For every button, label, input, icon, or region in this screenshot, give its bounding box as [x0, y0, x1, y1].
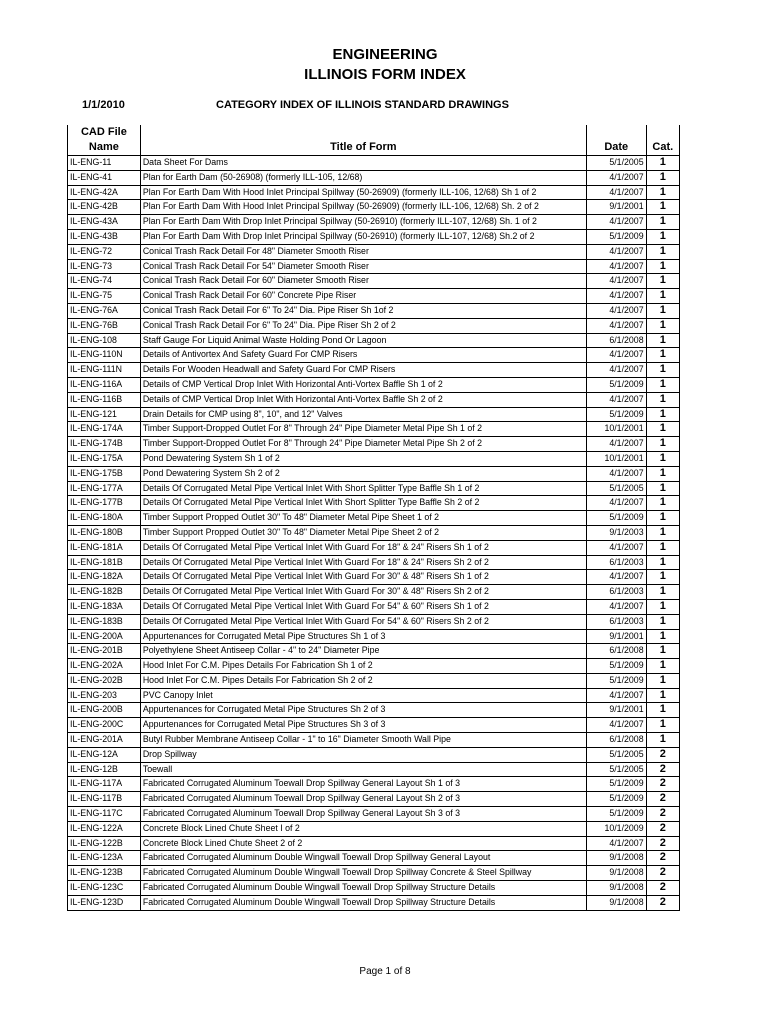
- form-category: 2: [646, 762, 679, 777]
- form-title: Details Of Corrugated Metal Pipe Vertical Inlet With Short Splitter Type Baffle Sh 2 of 2: [140, 496, 586, 511]
- form-date: 9/1/2001: [586, 200, 646, 215]
- cad-file-name: IL-ENG-43B: [68, 229, 141, 244]
- form-title: Plan For Earth Dam With Drop Inlet Principal Spillway (50-26910) (formerly ILL-107, 12/68) Sh.2 of 2: [140, 229, 586, 244]
- table-row: [68, 777, 680, 792]
- cad-file-name: IL-ENG-177B: [68, 496, 141, 511]
- table-row: [68, 289, 680, 304]
- form-title: Pond Dewatering System Sh 1 of 2: [140, 451, 586, 466]
- table-row: [68, 540, 680, 555]
- form-category: 1: [646, 363, 679, 378]
- cad-file-name: IL-ENG-123B: [68, 866, 141, 881]
- form-date: 4/1/2007: [586, 599, 646, 614]
- index-date: 1/1/2010: [82, 99, 125, 111]
- form-category: 1: [646, 585, 679, 600]
- form-date: 9/1/2008: [586, 851, 646, 866]
- form-category: 2: [646, 747, 679, 762]
- form-date: 5/1/2005: [586, 762, 646, 777]
- form-category: 1: [646, 570, 679, 585]
- form-category: 1: [646, 614, 679, 629]
- cad-file-name: IL-ENG-200B: [68, 703, 141, 718]
- form-date: 10/1/2001: [586, 451, 646, 466]
- cad-file-name: IL-ENG-75: [68, 289, 141, 304]
- table-row: [68, 836, 680, 851]
- form-category: 1: [646, 200, 679, 215]
- form-category: 1: [646, 185, 679, 200]
- form-date: 10/1/2001: [586, 422, 646, 437]
- form-title: Hood Inlet For C.M. Pipes Details For Fabrication Sh 1 of 2: [140, 659, 586, 674]
- form-date: 5/1/2009: [586, 511, 646, 526]
- table-row: [68, 259, 680, 274]
- form-category: 1: [646, 289, 679, 304]
- form-title: Toewall: [140, 762, 586, 777]
- form-date: 5/1/2009: [586, 807, 646, 822]
- form-category: 1: [646, 259, 679, 274]
- document-subtitle: ILLINOIS FORM INDEX: [304, 66, 466, 83]
- form-date: 9/1/2001: [586, 629, 646, 644]
- form-title: Plan For Earth Dam With Drop Inlet Principal Spillway (50-26910) (formerly ILL-107, 12/68) Sh. 1 of 2: [140, 215, 586, 230]
- form-title: Conical Trash Rack Detail For 6" To 24" Dia. Pipe Riser Sh 1of 2: [140, 303, 586, 318]
- cat-header: Cat.: [646, 140, 679, 156]
- table-row: [68, 466, 680, 481]
- cad-file-name: IL-ENG-116B: [68, 392, 141, 407]
- table-row: [68, 244, 680, 259]
- form-date: 5/1/2009: [586, 792, 646, 807]
- table-row: [68, 156, 680, 171]
- table-row: [68, 555, 680, 570]
- cad-file-name: IL-ENG-122B: [68, 836, 141, 851]
- form-title: Appurtenances for Corrugated Metal Pipe Structures Sh 3 of 3: [140, 718, 586, 733]
- form-date: 4/1/2007: [586, 718, 646, 733]
- form-title: Plan for Earth Dam (50-26908) (formerly ILL-105, 12/68): [140, 170, 586, 185]
- cad-file-name: IL-ENG-74: [68, 274, 141, 289]
- form-date: 4/1/2007: [586, 437, 646, 452]
- form-date: 9/1/2001: [586, 703, 646, 718]
- form-date: 4/1/2007: [586, 363, 646, 378]
- table-row: [68, 881, 680, 896]
- table-row: [68, 807, 680, 822]
- title-header-spacer: [140, 125, 586, 140]
- form-title: Fabricated Corrugated Aluminum Toewall Drop Spillway General Layout Sh 3 of 3: [140, 807, 586, 822]
- form-date: 4/1/2007: [586, 688, 646, 703]
- table-row: [68, 673, 680, 688]
- cad-header-line2: Name: [68, 140, 141, 156]
- form-title: Conical Trash Rack Detail For 60" Concrete Pipe Riser: [140, 289, 586, 304]
- form-title: Details Of Corrugated Metal Pipe Vertical Inlet With Guard For 30" & 48" Risers Sh 2 of 2: [140, 585, 586, 600]
- form-title: Details Of Corrugated Metal Pipe Vertical Inlet With Guard For 18" & 24" Risers Sh 2 of 2: [140, 555, 586, 570]
- table-header-row-1: [68, 125, 680, 140]
- form-date: 5/1/2009: [586, 377, 646, 392]
- table-row: [68, 437, 680, 452]
- cad-file-name: IL-ENG-123D: [68, 895, 141, 910]
- form-title: Fabricated Corrugated Aluminum Double Wingwall Toewall Drop Spillway General Layout: [140, 851, 586, 866]
- table-row: [68, 229, 680, 244]
- form-date: 9/1/2008: [586, 866, 646, 881]
- form-title: Drop Spillway: [140, 747, 586, 762]
- cad-file-name: IL-ENG-175B: [68, 466, 141, 481]
- form-category: 2: [646, 821, 679, 836]
- form-title: Fabricated Corrugated Aluminum Double Wingwall Toewall Drop Spillway Concrete & Steel Spillway: [140, 866, 586, 881]
- form-category: 2: [646, 792, 679, 807]
- cad-file-name: IL-ENG-42A: [68, 185, 141, 200]
- form-date: 4/1/2007: [586, 289, 646, 304]
- title-header: Title of Form: [140, 140, 586, 156]
- form-category: 1: [646, 481, 679, 496]
- form-category: 1: [646, 718, 679, 733]
- form-date: 4/1/2007: [586, 303, 646, 318]
- form-category: 2: [646, 777, 679, 792]
- table-row: [68, 866, 680, 881]
- form-date: 9/1/2008: [586, 895, 646, 910]
- form-category: 1: [646, 525, 679, 540]
- cad-file-name: IL-ENG-123A: [68, 851, 141, 866]
- form-date: 5/1/2009: [586, 407, 646, 422]
- cat-header-spacer: [646, 125, 679, 140]
- form-title: Details For Wooden Headwall and Safety Guard For CMP Risers: [140, 363, 586, 378]
- cad-file-name: IL-ENG-41: [68, 170, 141, 185]
- form-title: PVC Canopy Inlet: [140, 688, 586, 703]
- cad-file-name: IL-ENG-183A: [68, 599, 141, 614]
- form-title: Details of CMP Vertical Drop Inlet With Horizontal Anti-Vortex Baffle Sh 2 of 2: [140, 392, 586, 407]
- form-title: Details of Antivortex And Safety Guard For CMP Risers: [140, 348, 586, 363]
- form-date: 5/1/2005: [586, 156, 646, 171]
- cad-file-name: IL-ENG-174B: [68, 437, 141, 452]
- form-category: 2: [646, 895, 679, 910]
- form-title: Timber Support Propped Outlet 30" To 48" Diameter Metal Pipe Sheet 1 of 2: [140, 511, 586, 526]
- form-title: Appurtenances for Corrugated Metal Pipe Structures Sh 1 of 3: [140, 629, 586, 644]
- form-index-table: [67, 125, 680, 911]
- form-title: Appurtenances for Corrugated Metal Pipe Structures Sh 2 of 3: [140, 703, 586, 718]
- form-category: 1: [646, 244, 679, 259]
- form-date: 6/1/2003: [586, 614, 646, 629]
- form-title: Staff Gauge For Liquid Animal Waste Holding Pond Or Lagoon: [140, 333, 586, 348]
- form-title: Fabricated Corrugated Aluminum Double Wingwall Toewall Drop Spillway Structure Details: [140, 881, 586, 896]
- form-title: Conical Trash Rack Detail For 60" Diameter Smooth Riser: [140, 274, 586, 289]
- table-row: [68, 688, 680, 703]
- form-title: Plan For Earth Dam With Hood Inlet Principal Spillway (50-26909) (formerly ILL-106, 12/68) Sh. 2 of 2: [140, 200, 586, 215]
- table-row: [68, 481, 680, 496]
- form-date: 6/1/2008: [586, 333, 646, 348]
- cad-file-name: IL-ENG-111N: [68, 363, 141, 378]
- table-row: [68, 348, 680, 363]
- table-row: [68, 377, 680, 392]
- form-category: 1: [646, 303, 679, 318]
- date-header: Date: [586, 140, 646, 156]
- form-category: 1: [646, 629, 679, 644]
- table-row: [68, 525, 680, 540]
- form-title: Concrete Block Lined Chute Sheet 2 of 2: [140, 836, 586, 851]
- table-row: [68, 200, 680, 215]
- cad-file-name: IL-ENG-182A: [68, 570, 141, 585]
- form-title: Butyl Rubber Membrane Antiseep Collar - 1" to 16" Diameter Smooth Wall Pipe: [140, 733, 586, 748]
- form-date: 9/1/2003: [586, 525, 646, 540]
- table-row: [68, 644, 680, 659]
- table-row: [68, 614, 680, 629]
- form-date: 4/1/2007: [586, 570, 646, 585]
- form-title: Details of CMP Vertical Drop Inlet With Horizontal Anti-Vortex Baffle Sh 1 of 2: [140, 377, 586, 392]
- date-header-spacer: [586, 125, 646, 140]
- table-row: [68, 747, 680, 762]
- form-category: 1: [646, 599, 679, 614]
- form-date: 4/1/2007: [586, 170, 646, 185]
- form-title: Timber Support-Dropped Outlet For 8" Through 24" Pipe Diameter Metal Pipe Sh 1 of 2: [140, 422, 586, 437]
- cad-file-name: IL-ENG-181A: [68, 540, 141, 555]
- cad-file-name: IL-ENG-175A: [68, 451, 141, 466]
- form-title: Conical Trash Rack Detail For 6" To 24" Dia. Pipe Riser Sh 2 of 2: [140, 318, 586, 333]
- table-row: [68, 733, 680, 748]
- table-row: [68, 821, 680, 836]
- cad-file-name: IL-ENG-116A: [68, 377, 141, 392]
- form-title: Details Of Corrugated Metal Pipe Vertical Inlet With Guard For 18" & 24" Risers Sh 1 of 2: [140, 540, 586, 555]
- form-category: 1: [646, 170, 679, 185]
- category-title: CATEGORY INDEX OF ILLINOIS STANDARD DRAWINGS: [216, 99, 509, 111]
- cad-file-name: IL-ENG-200C: [68, 718, 141, 733]
- table-row: [68, 599, 680, 614]
- form-category: 1: [646, 407, 679, 422]
- table-row: [68, 318, 680, 333]
- form-date: 4/1/2007: [586, 244, 646, 259]
- form-date: 4/1/2007: [586, 215, 646, 230]
- cad-file-name: IL-ENG-182B: [68, 585, 141, 600]
- form-title: Timber Support-Dropped Outlet For 8" Through 24" Pipe Diameter Metal Pipe Sh 2 of 2: [140, 437, 586, 452]
- cad-file-name: IL-ENG-203: [68, 688, 141, 703]
- table-row: [68, 303, 680, 318]
- cad-file-name: IL-ENG-12B: [68, 762, 141, 777]
- table-row: [68, 511, 680, 526]
- form-date: 4/1/2007: [586, 392, 646, 407]
- form-title: Data Sheet For Dams: [140, 156, 586, 171]
- form-category: 2: [646, 851, 679, 866]
- form-title: Polyethylene Sheet Antiseep Collar - 4" to 24" Diameter Pipe: [140, 644, 586, 659]
- table-row: [68, 570, 680, 585]
- form-category: 2: [646, 807, 679, 822]
- form-category: 1: [646, 422, 679, 437]
- form-category: 1: [646, 703, 679, 718]
- cad-file-name: IL-ENG-174A: [68, 422, 141, 437]
- table-row: [68, 792, 680, 807]
- cad-file-name: IL-ENG-180B: [68, 525, 141, 540]
- form-date: 6/1/2003: [586, 555, 646, 570]
- cad-file-name: IL-ENG-117C: [68, 807, 141, 822]
- form-date: 5/1/2005: [586, 747, 646, 762]
- form-title: Details Of Corrugated Metal Pipe Vertical Inlet With Short Splitter Type Baffle Sh 1 of 2: [140, 481, 586, 496]
- cad-file-name: IL-ENG-201B: [68, 644, 141, 659]
- form-category: 1: [646, 555, 679, 570]
- form-category: 2: [646, 881, 679, 896]
- cad-file-name: IL-ENG-202A: [68, 659, 141, 674]
- cad-file-name: IL-ENG-117B: [68, 792, 141, 807]
- form-category: 1: [646, 496, 679, 511]
- form-title: Fabricated Corrugated Aluminum Double Wingwall Toewall Drop Spillway Structure Details: [140, 895, 586, 910]
- table-row: [68, 185, 680, 200]
- form-date: 4/1/2007: [586, 185, 646, 200]
- form-date: 4/1/2007: [586, 540, 646, 555]
- table-row: [68, 407, 680, 422]
- form-date: 4/1/2007: [586, 318, 646, 333]
- form-date: 5/1/2009: [586, 659, 646, 674]
- form-category: 1: [646, 377, 679, 392]
- cad-file-name: IL-ENG-108: [68, 333, 141, 348]
- table-row: [68, 895, 680, 910]
- form-category: 1: [646, 229, 679, 244]
- table-row: [68, 451, 680, 466]
- form-category: 1: [646, 451, 679, 466]
- table-row: [68, 762, 680, 777]
- cad-file-name: IL-ENG-76A: [68, 303, 141, 318]
- table-row: [68, 851, 680, 866]
- form-category: 1: [646, 733, 679, 748]
- table-row: [68, 585, 680, 600]
- form-category: 1: [646, 318, 679, 333]
- form-category: 1: [646, 437, 679, 452]
- form-category: 1: [646, 511, 679, 526]
- form-category: 1: [646, 274, 679, 289]
- form-title: Details Of Corrugated Metal Pipe Vertical Inlet With Guard For 54" & 60" Risers Sh 2 of 2: [140, 614, 586, 629]
- form-date: 6/1/2008: [586, 733, 646, 748]
- cad-file-name: IL-ENG-123C: [68, 881, 141, 896]
- table-row: [68, 718, 680, 733]
- form-date: 5/1/2009: [586, 229, 646, 244]
- cad-file-name: IL-ENG-202B: [68, 673, 141, 688]
- form-category: 2: [646, 866, 679, 881]
- form-title: Plan For Earth Dam With Hood Inlet Principal Spillway (50-26909) (formerly ILL-106, 12/68) Sh 1 of 2: [140, 185, 586, 200]
- form-title: Conical Trash Rack Detail For 48" Diameter Smooth Riser: [140, 244, 586, 259]
- form-title: Details Of Corrugated Metal Pipe Vertical Inlet With Guard For 54" & 60" Risers Sh 1 of 2: [140, 599, 586, 614]
- form-date: 4/1/2007: [586, 496, 646, 511]
- form-title: Concrete Block Lined Chute Sheet I of 2: [140, 821, 586, 836]
- form-date: 4/1/2007: [586, 274, 646, 289]
- cad-file-name: IL-ENG-183B: [68, 614, 141, 629]
- form-category: 1: [646, 348, 679, 363]
- cad-file-name: IL-ENG-12A: [68, 747, 141, 762]
- form-date: 6/1/2003: [586, 585, 646, 600]
- form-title: Conical Trash Rack Detail For 54" Diameter Smooth Riser: [140, 259, 586, 274]
- table-row: [68, 422, 680, 437]
- table-row: [68, 274, 680, 289]
- cad-file-name: IL-ENG-76B: [68, 318, 141, 333]
- form-date: 9/1/2008: [586, 881, 646, 896]
- form-title: Fabricated Corrugated Aluminum Toewall Drop Spillway General Layout Sh 2 of 3: [140, 792, 586, 807]
- form-date: 4/1/2007: [586, 348, 646, 363]
- table-row: [68, 496, 680, 511]
- table-row: [68, 703, 680, 718]
- cad-file-name: IL-ENG-73: [68, 259, 141, 274]
- form-category: 1: [646, 688, 679, 703]
- form-title: Details Of Corrugated Metal Pipe Vertical Inlet With Guard For 30" & 48" Risers Sh 1 of 2: [140, 570, 586, 585]
- cad-file-name: IL-ENG-72: [68, 244, 141, 259]
- form-category: 1: [646, 540, 679, 555]
- cad-header-line1: CAD File: [68, 125, 141, 140]
- form-date: 4/1/2007: [586, 259, 646, 274]
- cad-file-name: IL-ENG-180A: [68, 511, 141, 526]
- cad-file-name: IL-ENG-201A: [68, 733, 141, 748]
- table-row: [68, 215, 680, 230]
- cad-file-name: IL-ENG-42B: [68, 200, 141, 215]
- cad-file-name: IL-ENG-122A: [68, 821, 141, 836]
- form-title: Drain Details for CMP using 8", 10", and 12" Valves: [140, 407, 586, 422]
- form-category: 2: [646, 836, 679, 851]
- table-row: [68, 629, 680, 644]
- page-number: Page 1 of 8: [359, 966, 411, 977]
- form-date: 5/1/2009: [586, 673, 646, 688]
- form-date: 4/1/2007: [586, 466, 646, 481]
- cad-file-name: IL-ENG-43A: [68, 215, 141, 230]
- table-row: [68, 333, 680, 348]
- cad-file-name: IL-ENG-117A: [68, 777, 141, 792]
- cad-file-name: IL-ENG-181B: [68, 555, 141, 570]
- cad-file-name: IL-ENG-110N: [68, 348, 141, 363]
- form-date: 6/1/2008: [586, 644, 646, 659]
- form-category: 1: [646, 466, 679, 481]
- table-row: [68, 170, 680, 185]
- table-row: [68, 392, 680, 407]
- cad-file-name: IL-ENG-11: [68, 156, 141, 171]
- cad-file-name: IL-ENG-121: [68, 407, 141, 422]
- table-row: [68, 659, 680, 674]
- form-category: 1: [646, 333, 679, 348]
- form-title: Fabricated Corrugated Aluminum Toewall Drop Spillway General Layout Sh 1 of 3: [140, 777, 586, 792]
- form-date: 5/1/2005: [586, 481, 646, 496]
- form-category: 1: [646, 659, 679, 674]
- form-date: 4/1/2007: [586, 836, 646, 851]
- form-category: 1: [646, 392, 679, 407]
- table-header-row-2: [68, 140, 680, 156]
- form-date: 5/1/2009: [586, 777, 646, 792]
- form-category: 1: [646, 215, 679, 230]
- form-category: 1: [646, 644, 679, 659]
- document-title: ENGINEERING: [332, 46, 438, 63]
- form-title: Timber Support Propped Outlet 30" To 48" Diameter Metal Pipe Sheet 2 of 2: [140, 525, 586, 540]
- form-category: 1: [646, 156, 679, 171]
- cad-file-name: IL-ENG-177A: [68, 481, 141, 496]
- table-row: [68, 363, 680, 378]
- form-title: Pond Dewatering System Sh 2 of 2: [140, 466, 586, 481]
- cad-file-name: IL-ENG-200A: [68, 629, 141, 644]
- form-title: Hood Inlet For C.M. Pipes Details For Fabrication Sh 2 of 2: [140, 673, 586, 688]
- form-category: 1: [646, 673, 679, 688]
- form-date: 10/1/2009: [586, 821, 646, 836]
